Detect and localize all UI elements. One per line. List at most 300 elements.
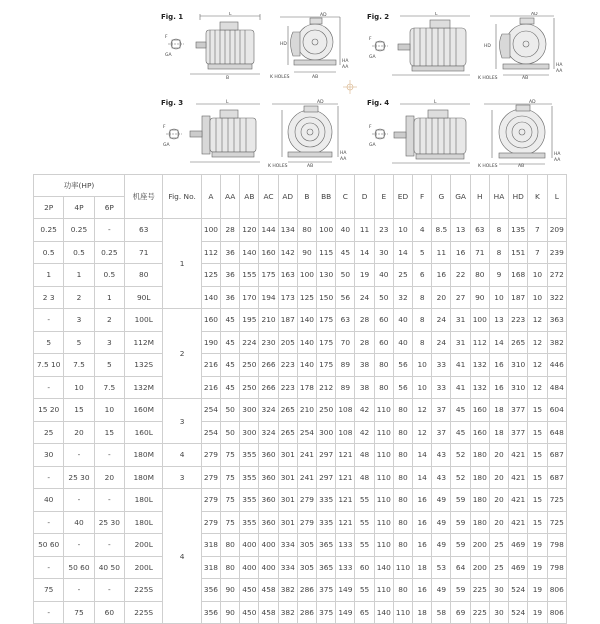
dim-cell: 43 <box>432 444 451 467</box>
power-4p-cell: 75 <box>64 601 94 624</box>
dim-cell: 12 <box>528 331 547 354</box>
power-4p-cell: 15 <box>64 399 94 422</box>
dim-cell: 52 <box>451 444 470 467</box>
svg-text:K HOLES: K HOLES <box>270 75 290 80</box>
dim-cell: 80 <box>297 219 316 242</box>
power-6p-cell: 60 <box>94 601 124 624</box>
dim-header: ED <box>393 175 412 219</box>
dim-cell: 10 <box>528 264 547 287</box>
dim-cell: 60 <box>374 309 393 332</box>
dim-cell: 524 <box>509 579 528 602</box>
dim-cell: 301 <box>278 489 297 512</box>
dim-cell: 318 <box>201 556 220 579</box>
power-2p-cell: - <box>34 376 64 399</box>
dim-cell: 20 <box>489 489 508 512</box>
dim-cell: 8 <box>413 309 432 332</box>
dim-cell: 7 <box>528 219 547 242</box>
table-row <box>34 601 567 624</box>
dim-cell: 45 <box>221 354 240 377</box>
dim-cell: 334 <box>278 556 297 579</box>
dim-cell: 8 <box>413 331 432 354</box>
dim-cell: 59 <box>451 511 470 534</box>
pole-header-6p: 6P <box>94 197 124 219</box>
dim-cell: 356 <box>201 579 220 602</box>
dim-cell: 200 <box>470 556 489 579</box>
table-row <box>34 489 567 512</box>
dim-cell: 195 <box>240 309 259 332</box>
dim-cell: 49 <box>432 489 451 512</box>
dim-cell: 160 <box>470 399 489 422</box>
svg-text:AD: AD <box>529 100 536 105</box>
dim-cell: 60 <box>374 331 393 354</box>
dim-cell: 7 <box>528 241 547 264</box>
dim-cell: 25 <box>489 556 508 579</box>
dim-cell: 254 <box>201 399 220 422</box>
dim-cell: 360 <box>259 489 278 512</box>
frame-cell: 71 <box>125 241 163 264</box>
table-row <box>34 399 567 422</box>
motor-drawings <box>0 0 600 172</box>
dim-cell: 110 <box>374 579 393 602</box>
dim-cell: 52 <box>451 466 470 489</box>
table-row <box>34 556 567 579</box>
svg-text:GA: GA <box>165 53 172 58</box>
dim-header: D <box>355 175 374 219</box>
dim-cell: 18 <box>489 421 508 444</box>
fig-3-drawing <box>160 98 350 168</box>
dim-cell: 297 <box>317 466 336 489</box>
dim-cell: 524 <box>509 601 528 624</box>
dim-cell: 90 <box>297 241 316 264</box>
dim-cell: 90 <box>221 601 240 624</box>
dim-cell: 140 <box>297 331 316 354</box>
table-row <box>34 354 567 377</box>
frame-cell: 80 <box>125 264 163 287</box>
dim-cell: 31 <box>451 331 470 354</box>
dim-cell: 175 <box>259 264 278 287</box>
dim-cell: 140 <box>201 286 220 309</box>
dim-cell: 225 <box>470 601 489 624</box>
dim-cell: 300 <box>317 421 336 444</box>
fig-no-cell: 4 <box>163 489 201 624</box>
dim-cell: 70 <box>336 331 355 354</box>
dim-cell: 322 <box>547 286 567 309</box>
dim-cell: 50 <box>336 264 355 287</box>
dim-cell: 648 <box>547 421 567 444</box>
dim-cell: 18 <box>413 601 432 624</box>
dim-header: A <box>201 175 220 219</box>
dim-cell: 75 <box>221 489 240 512</box>
fig-3-label: Fig. 3 <box>161 99 184 107</box>
dim-cell: 49 <box>432 579 451 602</box>
power-6p-cell: 20 <box>94 466 124 489</box>
dim-cell: 135 <box>509 219 528 242</box>
dim-cell: 140 <box>374 556 393 579</box>
dim-cell: 31 <box>451 309 470 332</box>
table-row <box>34 466 567 489</box>
power-6p-cell: 5 <box>94 354 124 377</box>
dim-cell: 458 <box>259 579 278 602</box>
dim-cell: 318 <box>201 534 220 557</box>
dim-cell: 15 <box>528 466 547 489</box>
dimension-table <box>33 174 567 624</box>
dim-cell: 50 <box>221 399 240 422</box>
table-row <box>34 264 567 287</box>
dim-cell: 16 <box>413 534 432 557</box>
dim-cell: 30 <box>374 241 393 264</box>
dim-cell: 250 <box>317 399 336 422</box>
dim-cell: 241 <box>297 444 316 467</box>
dim-cell: 180 <box>470 466 489 489</box>
dim-cell: 187 <box>509 286 528 309</box>
svg-text:AB: AB <box>518 164 525 168</box>
dim-cell: 301 <box>278 444 297 467</box>
dim-cell: 212 <box>317 376 336 399</box>
dim-cell: 798 <box>547 556 567 579</box>
dim-cell: 36 <box>221 264 240 287</box>
fig-4-label: Fig. 4 <box>367 99 390 107</box>
dim-cell: 19 <box>355 264 374 287</box>
dim-cell: 121 <box>336 489 355 512</box>
dim-cell: 38 <box>355 376 374 399</box>
dim-cell: 45 <box>221 331 240 354</box>
dim-cell: 205 <box>278 331 297 354</box>
dim-cell: 90 <box>470 286 489 309</box>
power-4p-cell: 40 <box>64 511 94 534</box>
frame-header: 机座号 <box>125 175 163 219</box>
dim-cell: 132 <box>470 354 489 377</box>
dim-header: AD <box>278 175 297 219</box>
dim-header: AC <box>259 175 278 219</box>
dim-cell: 377 <box>509 421 528 444</box>
dim-cell: 40 <box>393 309 412 332</box>
dim-cell: 25 <box>393 264 412 287</box>
dim-cell: 725 <box>547 511 567 534</box>
power-6p-cell: 3 <box>94 331 124 354</box>
dim-cell: 65 <box>355 601 374 624</box>
dim-cell: 375 <box>317 601 336 624</box>
dim-cell: 121 <box>336 511 355 534</box>
dim-cell: 41 <box>451 376 470 399</box>
dim-cell: 63 <box>336 309 355 332</box>
dim-cell: 75 <box>221 466 240 489</box>
dim-cell: 806 <box>547 579 567 602</box>
dim-cell: 266 <box>259 354 278 377</box>
dim-cell: 450 <box>240 579 259 602</box>
dim-cell: 15 <box>528 489 547 512</box>
dim-cell: 80 <box>393 579 412 602</box>
dim-cell: 59 <box>451 489 470 512</box>
dim-cell: 19 <box>528 556 547 579</box>
power-4p-cell: - <box>64 534 94 557</box>
table-row <box>34 511 567 534</box>
svg-text:B: B <box>226 76 230 80</box>
dim-cell: 375 <box>317 579 336 602</box>
dim-cell: 265 <box>278 421 297 444</box>
dim-cell: 194 <box>259 286 278 309</box>
table-row <box>34 241 567 264</box>
dim-cell: 59 <box>451 534 470 557</box>
dim-header: HD <box>509 175 528 219</box>
dim-cell: 24 <box>432 331 451 354</box>
dim-cell: 18 <box>489 399 508 422</box>
dim-header: HA <box>489 175 508 219</box>
power-6p-cell: 10 <box>94 399 124 422</box>
dim-cell: 190 <box>201 331 220 354</box>
dim-header: K <box>528 175 547 219</box>
dim-cell: 400 <box>240 556 259 579</box>
dim-cell: 115 <box>317 241 336 264</box>
table-row <box>34 309 567 332</box>
dim-cell: 110 <box>374 421 393 444</box>
svg-text:HA: HA <box>342 59 349 64</box>
dim-cell: 8 <box>489 219 508 242</box>
dim-cell: 60 <box>355 556 374 579</box>
power-2p-cell: - <box>34 309 64 332</box>
dim-cell: 59 <box>451 579 470 602</box>
dim-cell: 32 <box>393 286 412 309</box>
dim-cell: 80 <box>393 511 412 534</box>
dim-cell: 24 <box>355 286 374 309</box>
dim-cell: 356 <box>201 601 220 624</box>
power-2p-cell: 5 <box>34 331 64 354</box>
dim-cell: 24 <box>432 309 451 332</box>
svg-text:F: F <box>369 37 372 42</box>
dim-cell: 25 <box>489 534 508 557</box>
dim-cell: 110 <box>374 444 393 467</box>
dim-cell: 28 <box>355 331 374 354</box>
dim-cell: 334 <box>278 534 297 557</box>
dim-cell: 6 <box>413 264 432 287</box>
frame-cell: 132M <box>125 376 163 399</box>
fig-2-drawing <box>366 12 566 80</box>
fig-1-drawing <box>160 12 350 80</box>
dim-cell: 400 <box>259 534 278 557</box>
dim-cell: 56 <box>393 354 412 377</box>
dim-cell: 110 <box>393 556 412 579</box>
dim-cell: 110 <box>374 489 393 512</box>
dim-cell: 38 <box>355 354 374 377</box>
dim-cell: 250 <box>240 354 259 377</box>
dim-cell: 28 <box>355 309 374 332</box>
dim-cell: 19 <box>528 579 547 602</box>
dim-cell: 272 <box>547 264 567 287</box>
power-4p-cell: 2 <box>64 286 94 309</box>
dim-header: GA <box>451 175 470 219</box>
dim-cell: 458 <box>259 601 278 624</box>
dim-cell: 324 <box>259 399 278 422</box>
dim-cell: 254 <box>201 421 220 444</box>
dim-cell: 279 <box>201 511 220 534</box>
power-2p-cell: 0.5 <box>34 241 64 264</box>
dim-cell: 18 <box>413 556 432 579</box>
dim-cell: 110 <box>374 399 393 422</box>
dim-cell: 365 <box>317 534 336 557</box>
dim-cell: 173 <box>278 286 297 309</box>
frame-cell: 160L <box>125 421 163 444</box>
power-6p-cell: 0.25 <box>94 241 124 264</box>
dim-cell: 133 <box>336 534 355 557</box>
dim-cell: 130 <box>317 264 336 287</box>
dim-cell: 254 <box>297 421 316 444</box>
dim-cell: 484 <box>547 376 567 399</box>
svg-text:GA: GA <box>369 143 376 148</box>
dimension-table-body <box>34 219 567 624</box>
dim-cell: 360 <box>259 466 278 489</box>
svg-text:F: F <box>163 125 166 130</box>
dim-cell: 279 <box>297 511 316 534</box>
dim-cell: 55 <box>355 489 374 512</box>
power-6p-cell: - <box>94 489 124 512</box>
power-6p-cell: 2 <box>94 309 124 332</box>
dim-cell: 28 <box>221 219 240 242</box>
dim-cell: 43 <box>432 466 451 489</box>
frame-cell: 200L <box>125 556 163 579</box>
svg-text:AB: AB <box>307 164 314 168</box>
dim-header: BB <box>317 175 336 219</box>
power-6p-cell: - <box>94 534 124 557</box>
dim-cell: 142 <box>278 241 297 264</box>
dim-cell: 100 <box>317 219 336 242</box>
dim-cell: 200 <box>470 534 489 557</box>
dim-cell: 5 <box>413 241 432 264</box>
svg-text:F: F <box>369 125 372 130</box>
table-row <box>34 534 567 557</box>
table-row <box>34 421 567 444</box>
power-6p-cell: - <box>94 444 124 467</box>
dim-cell: 50 <box>374 286 393 309</box>
dim-cell: 80 <box>393 399 412 422</box>
dim-cell: 12 <box>528 376 547 399</box>
dim-cell: 168 <box>509 264 528 287</box>
dim-cell: 310 <box>509 354 528 377</box>
dim-cell: 134 <box>278 219 297 242</box>
dim-cell: 187 <box>278 309 297 332</box>
dim-cell: 180 <box>470 444 489 467</box>
frame-cell: 180L <box>125 511 163 534</box>
dim-cell: 163 <box>278 264 297 287</box>
dim-cell: 53 <box>432 556 451 579</box>
table-row <box>34 444 567 467</box>
dim-cell: 170 <box>240 286 259 309</box>
dim-cell: 160 <box>201 309 220 332</box>
power-4p-cell: - <box>64 444 94 467</box>
dim-cell: 180 <box>470 489 489 512</box>
dim-cell: 225 <box>470 579 489 602</box>
power-6p-cell: 15 <box>94 421 124 444</box>
dim-cell: 300 <box>240 421 259 444</box>
dim-cell: 80 <box>393 489 412 512</box>
dim-cell: 58 <box>432 601 451 624</box>
dim-cell: 798 <box>547 534 567 557</box>
dim-cell: 27 <box>451 286 470 309</box>
dim-cell: 160 <box>259 241 278 264</box>
dim-cell: 286 <box>297 579 316 602</box>
dim-cell: 80 <box>393 421 412 444</box>
power-2p-cell: 0.25 <box>34 219 64 242</box>
dim-cell: 42 <box>355 421 374 444</box>
dim-cell: 56 <box>393 376 412 399</box>
power-4p-cell: - <box>64 489 94 512</box>
dim-cell: 140 <box>297 354 316 377</box>
dim-cell: 120 <box>240 219 259 242</box>
dim-cell: 13 <box>451 219 470 242</box>
dim-cell: 355 <box>240 511 259 534</box>
dim-cell: 360 <box>259 444 278 467</box>
dim-cell: 12 <box>413 399 432 422</box>
svg-text:AD: AD <box>531 12 538 17</box>
pole-header-2p: 2P <box>34 197 64 219</box>
dim-cell: 382 <box>278 601 297 624</box>
dim-cell: 80 <box>374 354 393 377</box>
dim-cell: 110 <box>393 601 412 624</box>
dim-cell: 100 <box>297 264 316 287</box>
dim-cell: 210 <box>297 399 316 422</box>
frame-cell: 225S <box>125 579 163 602</box>
power-2p-cell: - <box>34 601 64 624</box>
dim-cell: 37 <box>432 421 451 444</box>
dim-cell: 41 <box>451 354 470 377</box>
dim-cell: 149 <box>336 579 355 602</box>
dim-cell: 355 <box>240 466 259 489</box>
fig-no-cell: 4 <box>163 444 201 467</box>
dim-cell: 20 <box>489 466 508 489</box>
dim-cell: 446 <box>547 354 567 377</box>
dim-cell: 80 <box>393 444 412 467</box>
power-2p-cell: 2 3 <box>34 286 64 309</box>
dim-header: H <box>470 175 489 219</box>
dim-cell: 45 <box>221 309 240 332</box>
table-row <box>34 219 567 242</box>
power-4p-cell: 0.5 <box>64 241 94 264</box>
dim-header: AB <box>240 175 259 219</box>
svg-text:AA: AA <box>340 157 347 162</box>
dim-cell: 175 <box>317 309 336 332</box>
dim-cell: 133 <box>336 556 355 579</box>
dim-cell: 241 <box>297 466 316 489</box>
dim-cell: 297 <box>317 444 336 467</box>
power-6p-cell: 40 50 <box>94 556 124 579</box>
dim-cell: 224 <box>240 331 259 354</box>
dim-cell: 265 <box>278 399 297 422</box>
power-4p-cell: 20 <box>64 421 94 444</box>
svg-text:K HOLES: K HOLES <box>268 164 288 168</box>
dim-header: B <box>297 175 316 219</box>
dim-cell: 45 <box>451 421 470 444</box>
dim-cell: 55 <box>355 534 374 557</box>
svg-text:AA: AA <box>554 158 561 163</box>
dim-cell: 48 <box>355 444 374 467</box>
dim-cell: 140 <box>374 601 393 624</box>
dim-cell: 14 <box>393 241 412 264</box>
dim-cell: 301 <box>278 511 297 534</box>
power-2p-cell: 75 <box>34 579 64 602</box>
dim-cell: 806 <box>547 601 567 624</box>
svg-text:HD: HD <box>280 42 287 47</box>
dim-cell: 13 <box>489 309 508 332</box>
svg-text:AA: AA <box>556 69 563 74</box>
dim-header: AA <box>221 175 240 219</box>
table-row <box>34 376 567 399</box>
dim-cell: 50 <box>221 421 240 444</box>
dim-cell: 108 <box>336 399 355 422</box>
pole-header-4p: 4P <box>64 197 94 219</box>
dim-cell: 10 <box>393 219 412 242</box>
dim-cell: 250 <box>240 376 259 399</box>
dim-header: G <box>432 175 451 219</box>
dim-cell: 279 <box>201 466 220 489</box>
dim-cell: 360 <box>259 511 278 534</box>
